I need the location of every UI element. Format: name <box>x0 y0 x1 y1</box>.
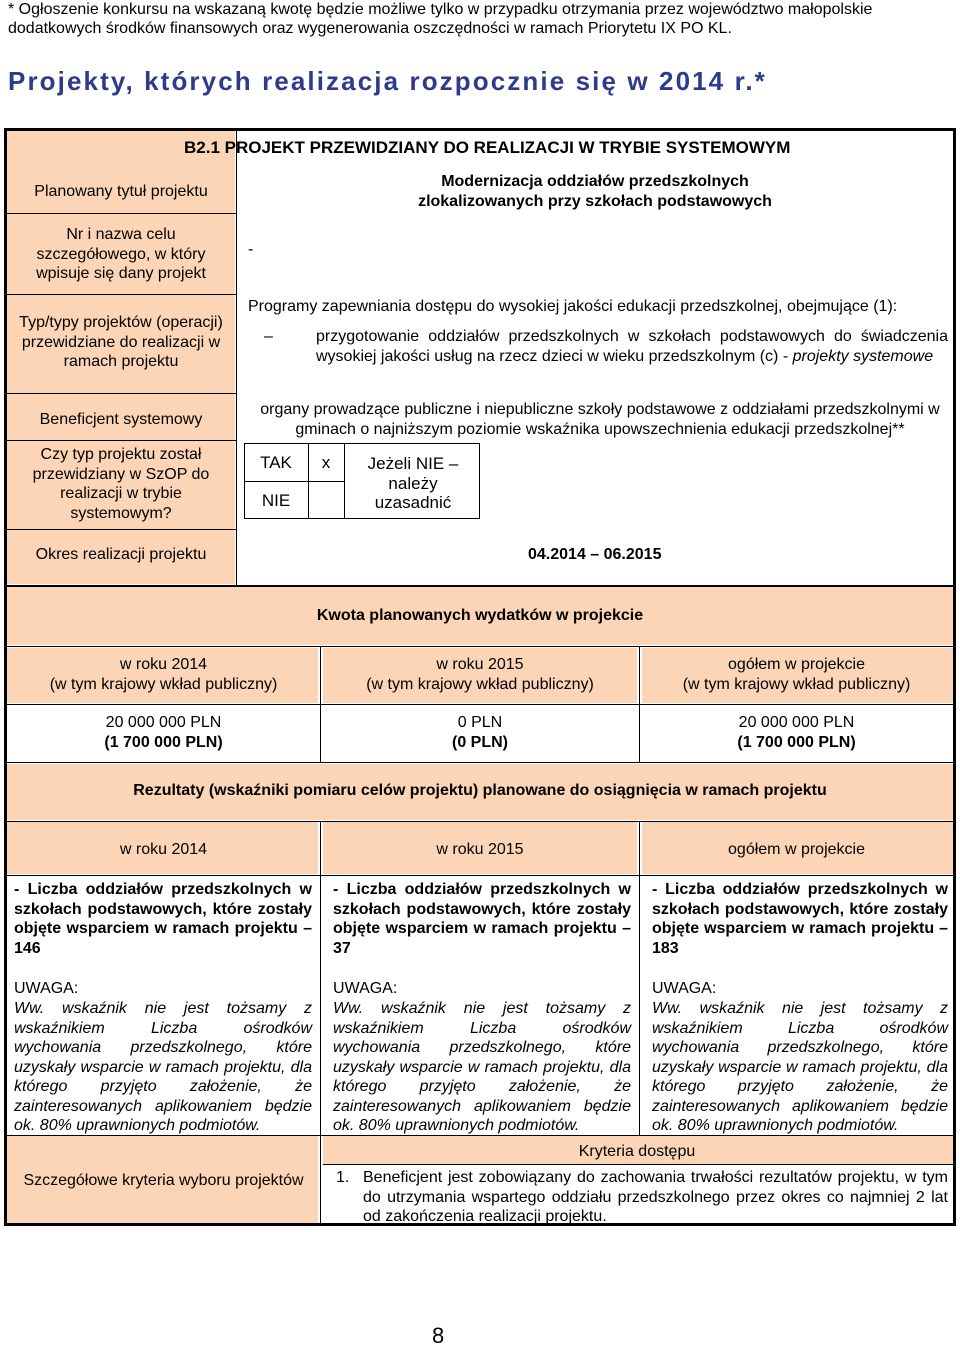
divider <box>639 822 640 1136</box>
divider <box>7 440 236 441</box>
label-beneficiary: Beneficjent systemowy <box>39 411 203 428</box>
value-yes: TAK <box>260 453 292 472</box>
value-goal: - <box>248 241 254 258</box>
results-col2-note: Ww. wskaźnik nie jest tożsamy z wskaźnikiem Liczba ośrodków wychowania przedszkolnego, które uzyskały wsparcie w ramach projektu, dla którego przyjęto założenie, że zainteresowanych aplikowaniem będzie ok. 80% uprawnionych podmiotów. <box>333 1000 631 1134</box>
expenses-col2-value <box>321 713 639 752</box>
divider <box>7 762 953 763</box>
divider <box>7 821 953 822</box>
label-period: Okres realizacji projektu <box>35 546 207 563</box>
expenses-col1-v2: (1 700 000 PLN) <box>104 733 223 751</box>
results-col2-main: - Liczba oddziałów przedszkolnych w szkołach podstawowych, które zostały objęte wsparciem w ramach projektu – 37 <box>333 881 631 957</box>
value-types-item-text: przygotowanie oddziałów przedszkolnych w szkołach podstawowych do świadczenia wysokiej jakości usług na rzecz dzieci w wieku przedszkolnym (c) - <box>316 328 948 365</box>
expenses-col1-v1: 20 000 000 PLN <box>105 714 222 731</box>
divider <box>323 1164 953 1165</box>
results-col3-note: Ww. wskaźnik nie jest tożsamy z wskaźnikiem Liczba ośrodków wychowania przedszkolnego, które uzyskały wsparcie w ramach projektu, dla którego przyjęto założenie, że zainteresowanych aplikowaniem będzie ok. 80% uprawnionych podmiotów. <box>652 1000 948 1134</box>
expenses-col2-v1: 0 PLN <box>457 714 503 731</box>
divider <box>7 529 236 530</box>
divider <box>320 822 321 1223</box>
value-types-item-italic: projekty systemowe <box>792 347 934 365</box>
results-header: Rezultaty (wskaźniki pomiaru celów projektu) planowane do osiągnięcia w ramach projektu <box>133 782 827 799</box>
value-yes-mark: x <box>321 453 331 472</box>
results-col1-note-title: UWAGA: <box>14 980 79 997</box>
results-col1-label: w roku 2014 <box>119 841 208 858</box>
value-types-dash: – <box>264 328 273 345</box>
divider <box>7 646 953 647</box>
expenses-col2-l1: w roku 2015 <box>436 656 524 673</box>
page-number: 8 <box>432 1323 445 1348</box>
expenses-col2-head <box>321 655 639 694</box>
expenses-col3-l2: (w tym krajowy wkład publiczny) <box>682 675 911 693</box>
results-col2-label: w roku 2015 <box>436 841 524 858</box>
label-szop: Czy typ projektu został przewidziany w SzOP do realizacji w trybie systemowym? <box>32 446 210 522</box>
label-goal: Nr i nazwa celu szczegółowego, w który wpisuje się dany projekt <box>36 226 206 282</box>
results-col3-note-title: UWAGA: <box>652 980 717 997</box>
divider <box>7 585 953 587</box>
value-types-item <box>316 327 948 366</box>
divider <box>244 481 344 482</box>
expenses-col2-v2: (0 PLN) <box>452 733 508 751</box>
value-beneficiary: organy prowadzące publiczne i niepubliczne szkoły podstawowe z oddziałami przedszkolnymi w gminach o najniższym poziomie wskaźnika upowszechnienia edukacji przedszkolnej** <box>260 401 940 438</box>
section-code: B2.1 PROJEKT PRZEWIDZIANY DO REALIZACJI W TRYBIE SYSTEMOWYM <box>184 138 791 157</box>
expenses-header: Kwota planowanych wydatków w projekcie <box>316 607 644 624</box>
divider <box>7 704 953 705</box>
expenses-col3-head <box>640 655 953 694</box>
label-types: Typ/typy projektów (operacji) przewidziane do realizacji w ramach projektu <box>19 314 223 370</box>
expenses-col3-l1: ogółem w projekcie <box>728 656 865 673</box>
expenses-col3-v2: (1 700 000 PLN) <box>737 733 856 751</box>
expenses-col3-v1: 20 000 000 PLN <box>738 714 855 731</box>
value-types-intro: Programy zapewniania dostępu do wysokiej jakości edukacji przedszkolnej, obejmujące (1): <box>248 298 898 315</box>
results-col1-note: Ww. wskaźnik nie jest tożsamy z wskaźnikiem Liczba ośrodków wychowania przedszkolnego, które uzyskały wsparcie w ramach projektu, dla którego przyjęto założenie, że zainteresowanych aplikowaniem będzie ok. 80% uprawnionych podmiotów. <box>14 1000 312 1134</box>
results-col3-main: - Liczba oddziałów przedszkolnych w szkołach podstawowych, które zostały objęte wsparciem w ramach projektu – 183 <box>652 881 948 957</box>
value-no: NIE <box>261 491 291 510</box>
criteria-header: Kryteria dostępu <box>578 1143 696 1160</box>
expenses-col3-value <box>640 713 953 752</box>
divider <box>344 443 345 519</box>
criteria-left-label: Szczegółowe kryteria wyboru projektów <box>23 1172 304 1189</box>
divider-label-col <box>236 131 237 586</box>
expenses-col1-l2: (w tym krajowy wkład publiczny) <box>49 675 278 693</box>
expenses-col2-l2: (w tym krajowy wkład publiczny) <box>366 675 594 693</box>
results-col2-note-title: UWAGA: <box>333 980 398 997</box>
value-justify: Jeżeli NIE – należy uzasadnić <box>367 454 459 512</box>
divider <box>7 213 236 214</box>
expenses-col1-l1: w roku 2014 <box>119 656 208 673</box>
expenses-col1-head <box>7 655 320 694</box>
value-title: Modernizacja oddziałów przedszkolnych zlokalizowanych przy szkołach podstawowych <box>418 173 772 210</box>
divider <box>7 294 236 295</box>
divider <box>7 875 953 876</box>
criteria-item-text: Beneficjent jest zobowiązany do zachowania trwałości rezultatów projektu, w tym do utrzymania wspartego oddziału przedszkolnego przez okres co najmniej 2 lat od zakończenia realizacji projektu. <box>363 1169 948 1225</box>
page-heading: Projekty, których realizacja rozpocznie się w 2014 r.* <box>8 66 767 96</box>
divider <box>7 393 236 394</box>
criteria-item-number: 1. <box>336 1169 350 1186</box>
expenses-col1-value <box>7 713 320 752</box>
results-col3-label: ogółem w projekcie <box>728 841 865 858</box>
value-period: 04.2014 – 06.2015 <box>528 546 662 563</box>
results-col1-main: - Liczba oddziałów przedszkolnych w szkołach podstawowych, które zostały objęte wsparciem w ramach projektu – 146 <box>14 881 312 957</box>
label-title: Planowany tytuł projektu <box>34 183 208 200</box>
footnote-top: * Ogłoszenie konkursu na wskazaną kwotę będzie możliwe tylko w przypadku otrzymania przez województwo małopolskie dodatkowych środków finansowych oraz wygenerowania oszczędności w ramach Priorytetu IX PO KL. <box>8 1 873 37</box>
